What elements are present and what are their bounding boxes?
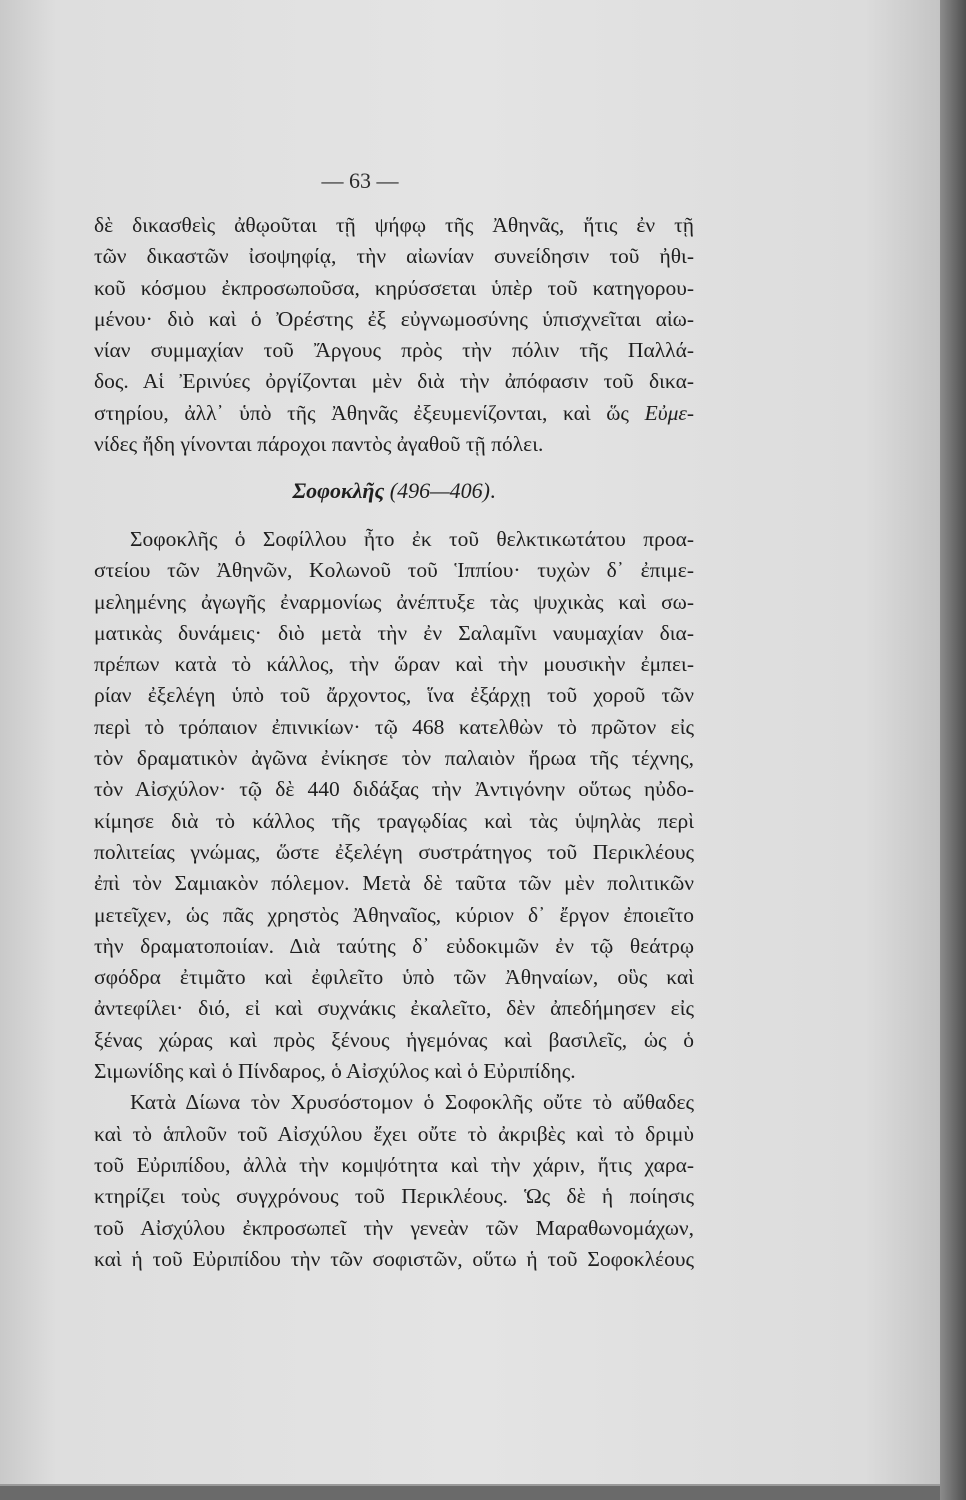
text-line: καὶ ἡ τοῦ Εὐριπίδου τὴν τῶν σοφιστῶν, οὕτω ἡ τοῦ Σοφοκλέους [94,1246,694,1271]
text-line: καὶ τὸ ἁπλοῦν τοῦ Αἰσχύλου ἔχει οὔτε τὸ ἀκριβὲς καὶ τὸ δριμὺ [94,1121,694,1146]
section-heading [94,478,694,504]
text-line: τοῦ Αἰσχύλου ἐκπροσωπεῖ τὴν γενεὰν τῶν Μαραθωνομάχων, [94,1215,694,1240]
text-line: ἀντεφίλει· διό, εἰ καὶ συχνάκις ἐκαλεῖτο, δὲν ἀπεδήμησεν εἰς [94,996,694,1021]
text-line: νίδες ἤδη γίνονται πάροχοι παντὸς ἀγαθοῦ τῇ πόλει. [94,432,544,457]
text-line: τὸν δραματικὸν ἀγῶνα ἐνίκησε τὸν παλαιὸν ἥρωα τῆς τέχνης, [94,746,694,771]
text-line-start: στηρίου, ἀλλ᾽ ὑπὸ τῆς Ἀθηνᾶς ἐξευμενίζονται, καὶ ὥς [94,400,629,425]
text-line: κτηρίζει τοὺς συγχρόνους τοῦ Περικλέους. Ὡς δὲ ἡ ποίησις [94,1184,694,1209]
text-line: ἐπὶ τὸν Σαμιακὸν πόλεμον. Μετὰ δὲ ταῦτα τῶν μὲν πολιτικῶν [94,871,694,896]
text-line: πρέπων κατὰ τὸ κάλλος, τὴν ὥραν καὶ τὴν μουσικὴν ἐμπει- [94,652,694,677]
heading-name: Σοφοκλῆς [292,478,385,503]
text-line: κοῦ κόσμου ἐκπροσωποῦσα, κηρύσσεται ὑπὲρ τοῦ κατηγορου- [94,275,694,300]
text-line: κίμησε διὰ τὸ κάλλος τῆς τραγῳδίας καὶ τὰς ὑψηλὰς περὶ [94,808,694,833]
text-line: τὸν Αἰσχύλον· τῷ δὲ 440 διδάξας τὴν Ἀντιγόνην οὕτως ηὐδο- [94,777,694,802]
text-line: τοῦ Εὐριπίδου, ἀλλὰ τὴν κομψότητα καὶ τὴν χάριν, ἥτις χαρα- [94,1152,694,1177]
text-line: ματικὰς δυνάμεις· διὸ μετὰ τὴν ἐν Σαλαμῖνι ναυμαχίαν δια- [94,620,694,645]
text-line: νίαν συμμαχίαν τοῦ Ἄργους πρὸς τὴν πόλιν τῆς Παλλά- [94,338,694,363]
text-line: μένου· διὸ καὶ ὁ Ὀρέστης ἐξ εὐγνωμοσύνης ὑπισχνεῖται αἰω- [94,306,694,331]
text-line: τὴν δραματοποιίαν. Διὰ ταύτης δ᾽ εὐδοκιμῶν ἐν τῷ θεάτρῳ [94,933,694,958]
text-line: τῶν δικαστῶν ἰσοψηφίᾳ, τὴν αἰωνίαν συνείδησιν τοῦ ἠθι- [94,244,694,269]
italic-word: Εὐμε- [644,400,694,425]
text-line: περὶ τὸ τρόπαιον ἐπινικίων· τῷ 468 κατελθὼν τὸ πρῶτον εἰς [94,714,694,739]
page-edge-shadow [940,0,966,1500]
text-line: δὲ δικασθεὶς ἀθῳοῦται τῇ ψήφῳ τῆς Ἀθηνᾶς, ἥτις ἐν τῇ [94,213,694,237]
paragraph-1 [94,210,694,460]
text-line: Σοφοκλῆς ὁ Σοφίλλου ἦτο ἐκ τοῦ θελκτικωτάτου προα- [130,527,694,551]
text-line: πολιτείας γνώμας, ὥστε ἐξελέγη συστράτηγος τοῦ Περικλέους [94,839,694,864]
text-line: Σιμωνίδης καὶ ὁ Πίνδαρος, ὁ Αἰσχύλος καὶ ὁ Εὐριπίδης. [94,1059,576,1084]
paragraph-2 [94,524,694,1275]
text-line: μελημένης ἀγωγῆς ἐναρμονίως ἀνέπτυξε τὰς ψυχικὰς καὶ σω- [94,589,694,614]
text-line: ρίαν ἐξελέγη ὑπὸ τοῦ ἄρχοντος, ἵνα ἐξάρχῃ τοῦ χοροῦ τῶν [94,683,694,708]
heading-dates: (496—406) [389,478,490,503]
text-line: ξένας χώρας καὶ πρὸς ξένους ἡγεμόνας καὶ βασιλεῖς, ὡς ὁ [94,1027,694,1052]
text-line: μετεῖχεν, ὡς πᾶς χρηστὸς Ἀθηναῖος, κύριον δ᾽ ἔργον ἐποιεῖτο [94,902,694,927]
text-line [94,398,694,429]
text-line: δος. Αἱ Ἐρινύες ὀργίζονται μὲν διὰ τὴν ἀπόφασιν τοῦ δικα- [94,369,694,394]
text-line: στείου τῶν Ἀθηνῶν, Κολωνοῦ τοῦ Ἱππίου· τυχὼν δ᾽ ἐπιμε- [94,558,694,583]
text-line: σφόδρα ἐτιμᾶτο καὶ ἐφιλεῖτο ὑπὸ τῶν Ἀθηναίων, οὓς καὶ [94,965,694,990]
page-number: — 63 — [321,168,399,193]
heading-period: . [490,478,496,503]
text-line: Κατὰ Δίωνα τὸν Χρυσόστομον ὁ Σοφοκλῆς οὔτε τὸ αὔθαδες [130,1090,694,1115]
